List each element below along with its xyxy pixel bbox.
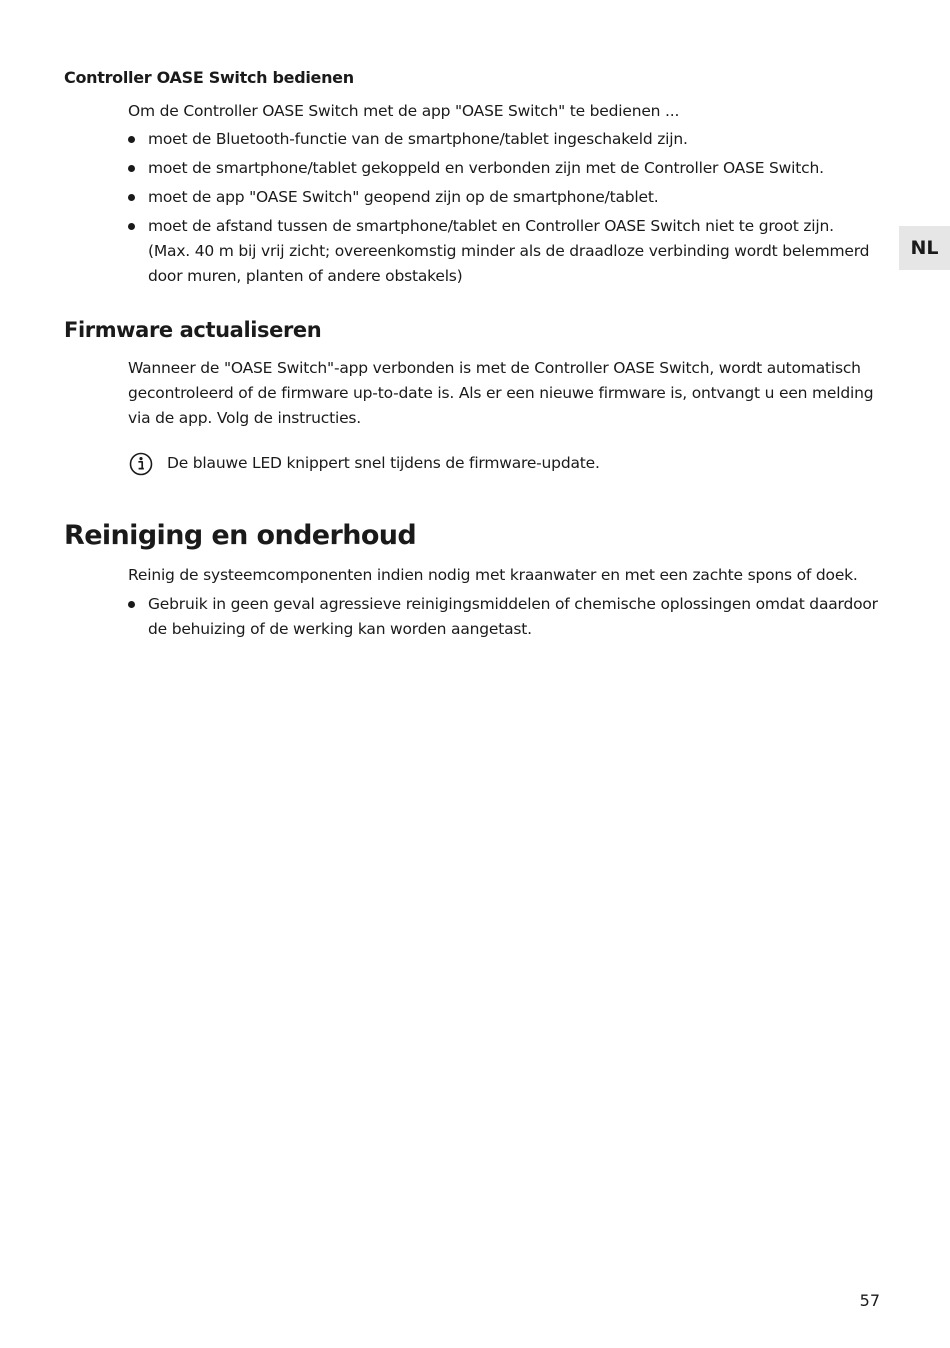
list-item (128, 185, 878, 210)
list-item-text: Gebruik in geen geval agressieve reinigingsmiddelen of chemische oplossingen omdat daardoor de behuizing of de werking kan worden aangetast. (148, 595, 878, 638)
section-heading-controller: Controller OASE Switch bedienen (64, 68, 354, 87)
cleaning-list (128, 592, 878, 646)
section-intro: Om de Controller OASE Switch met de app "OASE Switch" te bedienen ... (128, 102, 680, 120)
info-icon (128, 451, 154, 477)
section-heading-firmware: Firmware actualiseren (64, 318, 322, 342)
list-item-text: moet de smartphone/tablet gekoppeld en verbonden zijn met de Controller OASE Switch. (148, 159, 824, 177)
info-note-text: De blauwe LED knippert snel tijdens de firmware-update. (167, 454, 600, 472)
bullet-icon (128, 223, 135, 230)
list-item-text: moet de afstand tussen de smartphone/tablet en Controller OASE Switch niet te groot zijn. (Max. 40 m bij vrij zicht; overeenkomstig minder als de draadloze verbinding wordt belemmerd door muren, planten of andere obstakels) (148, 217, 870, 285)
page-number: 57 (859, 1291, 880, 1310)
cleaning-paragraph: Reinig de systeemcomponenten indien nodig met kraanwater en met een zachte spons of doek. (128, 566, 858, 584)
list-item (128, 214, 878, 289)
bullet-icon (128, 194, 135, 201)
firmware-paragraph: Wanneer de "OASE Switch"-app verbonden is met de Controller OASE Switch, wordt automatisch gecontroleerd of de firmware up-to-date is. Als er een nieuwe firmware is, ontvangt u een melding via de app. Volg de instructies. (128, 359, 874, 427)
bullet-icon (128, 165, 135, 172)
list-item (128, 156, 878, 181)
language-tab: NL (899, 226, 950, 270)
requirements-list (128, 127, 878, 293)
bullet-icon (128, 601, 135, 608)
list-item-text: moet de Bluetooth-functie van de smartphone/tablet ingeschakeld zijn. (148, 130, 688, 148)
list-item (128, 592, 878, 642)
section-heading-cleaning: Reiniging en onderhoud (64, 520, 417, 551)
list-item-text: moet de app "OASE Switch" geopend zijn op de smartphone/tablet. (148, 188, 659, 206)
list-item (128, 127, 878, 152)
bullet-icon (128, 136, 135, 143)
